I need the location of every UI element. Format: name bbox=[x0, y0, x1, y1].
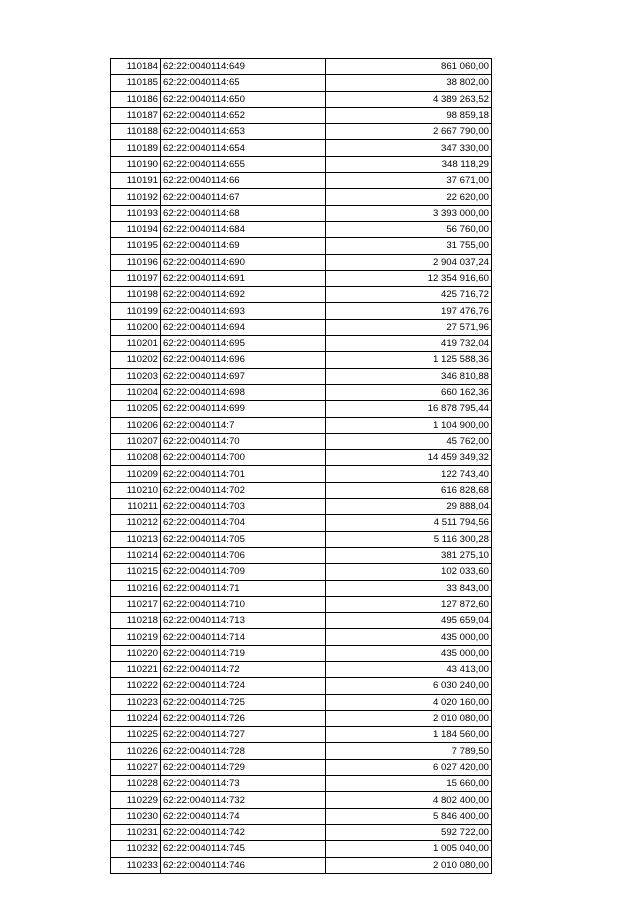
table-row bbox=[111, 482, 492, 498]
cadastral-value-cell: 4 020 160,00 bbox=[326, 694, 492, 710]
cadastral-number-cell: 62:22:0040114:699 bbox=[161, 401, 326, 417]
table-body bbox=[111, 59, 492, 874]
cadastral-value-cell: 1 005 040,00 bbox=[326, 841, 492, 857]
cadastral-number-cell: 62:22:0040114:701 bbox=[161, 466, 326, 482]
cadastral-value-cell: 31 755,00 bbox=[326, 238, 492, 254]
cadastral-number-cell: 62:22:0040114:697 bbox=[161, 368, 326, 384]
row-number-cell: 110208 bbox=[111, 450, 161, 466]
cadastral-value-cell: 660 162,36 bbox=[326, 384, 492, 400]
cadastral-number-cell: 62:22:0040114:746 bbox=[161, 857, 326, 873]
cadastral-value-cell: 435 000,00 bbox=[326, 629, 492, 645]
row-number-cell: 110193 bbox=[111, 205, 161, 221]
table-row bbox=[111, 238, 492, 254]
row-number-cell: 110220 bbox=[111, 645, 161, 661]
cadastral-number-cell: 62:22:0040114:654 bbox=[161, 140, 326, 156]
cadastral-value-cell: 5 846 400,00 bbox=[326, 808, 492, 824]
row-number-cell: 110199 bbox=[111, 303, 161, 319]
row-number-cell: 110203 bbox=[111, 368, 161, 384]
row-number-cell: 110231 bbox=[111, 824, 161, 840]
cadastral-value-cell: 381 275,10 bbox=[326, 547, 492, 563]
table-row bbox=[111, 596, 492, 612]
cadastral-number-cell: 62:22:0040114:732 bbox=[161, 792, 326, 808]
table-row bbox=[111, 515, 492, 531]
cadastral-number-cell: 62:22:0040114:713 bbox=[161, 613, 326, 629]
row-number-cell: 110230 bbox=[111, 808, 161, 824]
table-row bbox=[111, 59, 492, 75]
cadastral-value-cell: 4 802 400,00 bbox=[326, 792, 492, 808]
table-row bbox=[111, 841, 492, 857]
cadastral-number-cell: 62:22:0040114:653 bbox=[161, 124, 326, 140]
cadastral-number-cell: 62:22:0040114:729 bbox=[161, 759, 326, 775]
cadastral-number-cell: 62:22:0040114:702 bbox=[161, 482, 326, 498]
cadastral-number-cell: 62:22:0040114:67 bbox=[161, 189, 326, 205]
cadastral-value-cell: 127 872,60 bbox=[326, 596, 492, 612]
row-number-cell: 110186 bbox=[111, 91, 161, 107]
table-row bbox=[111, 564, 492, 580]
cadastral-value-cell: 16 878 795,44 bbox=[326, 401, 492, 417]
cadastral-number-cell: 62:22:0040114:68 bbox=[161, 205, 326, 221]
table-row bbox=[111, 710, 492, 726]
cadastral-number-cell: 62:22:0040114:704 bbox=[161, 515, 326, 531]
cadastral-value-cell: 592 722,00 bbox=[326, 824, 492, 840]
cadastral-number-cell: 62:22:0040114:727 bbox=[161, 727, 326, 743]
cadastral-value-cell: 2 667 790,00 bbox=[326, 124, 492, 140]
table-row bbox=[111, 759, 492, 775]
cadastral-number-cell: 62:22:0040114:70 bbox=[161, 433, 326, 449]
table-row bbox=[111, 287, 492, 303]
row-number-cell: 110191 bbox=[111, 173, 161, 189]
row-number-cell: 110218 bbox=[111, 613, 161, 629]
table-row bbox=[111, 352, 492, 368]
row-number-cell: 110223 bbox=[111, 694, 161, 710]
table-row bbox=[111, 776, 492, 792]
cadastral-value-cell: 6 030 240,00 bbox=[326, 678, 492, 694]
cadastral-value-cell: 4 389 263,52 bbox=[326, 91, 492, 107]
row-number-cell: 110216 bbox=[111, 580, 161, 596]
row-number-cell: 110184 bbox=[111, 59, 161, 75]
table-row bbox=[111, 792, 492, 808]
table-row bbox=[111, 254, 492, 270]
cadastral-value-cell: 56 760,00 bbox=[326, 221, 492, 237]
row-number-cell: 110233 bbox=[111, 857, 161, 873]
cadastral-number-cell: 62:22:0040114:742 bbox=[161, 824, 326, 840]
cadastral-number-cell: 62:22:0040114:693 bbox=[161, 303, 326, 319]
cadastral-value-cell: 37 671,00 bbox=[326, 173, 492, 189]
cadastral-value-cell: 38 802,00 bbox=[326, 75, 492, 91]
cadastral-number-cell: 62:22:0040114:728 bbox=[161, 743, 326, 759]
cadastral-number-cell: 62:22:0040114:710 bbox=[161, 596, 326, 612]
table-row bbox=[111, 450, 492, 466]
table-row bbox=[111, 678, 492, 694]
cadastral-value-cell: 435 000,00 bbox=[326, 645, 492, 661]
table-row bbox=[111, 124, 492, 140]
table-row bbox=[111, 270, 492, 286]
cadastral-value-cell: 419 732,04 bbox=[326, 336, 492, 352]
row-number-cell: 110206 bbox=[111, 417, 161, 433]
cadastral-number-cell: 62:22:0040114:691 bbox=[161, 270, 326, 286]
cadastral-number-cell: 62:22:0040114:698 bbox=[161, 384, 326, 400]
row-number-cell: 110190 bbox=[111, 156, 161, 172]
cadastral-number-cell: 62:22:0040114:726 bbox=[161, 710, 326, 726]
cadastral-value-cell: 616 828,68 bbox=[326, 482, 492, 498]
row-number-cell: 110211 bbox=[111, 499, 161, 515]
cadastral-number-cell: 62:22:0040114:696 bbox=[161, 352, 326, 368]
cadastral-number-cell: 62:22:0040114:714 bbox=[161, 629, 326, 645]
table-row bbox=[111, 221, 492, 237]
cadastral-value-cell: 7 789,50 bbox=[326, 743, 492, 759]
cadastral-number-cell: 62:22:0040114:694 bbox=[161, 319, 326, 335]
row-number-cell: 110189 bbox=[111, 140, 161, 156]
cadastral-number-cell: 62:22:0040114:690 bbox=[161, 254, 326, 270]
row-number-cell: 110192 bbox=[111, 189, 161, 205]
row-number-cell: 110227 bbox=[111, 759, 161, 775]
table-row bbox=[111, 466, 492, 482]
cadastral-number-cell: 62:22:0040114:649 bbox=[161, 59, 326, 75]
row-number-cell: 110219 bbox=[111, 629, 161, 645]
row-number-cell: 110221 bbox=[111, 661, 161, 677]
cadastral-number-cell: 62:22:0040114:709 bbox=[161, 564, 326, 580]
cadastral-number-cell: 62:22:0040114:7 bbox=[161, 417, 326, 433]
cadastral-number-cell: 62:22:0040114:71 bbox=[161, 580, 326, 596]
table-row bbox=[111, 173, 492, 189]
cadastral-number-cell: 62:22:0040114:745 bbox=[161, 841, 326, 857]
cadastral-number-cell: 62:22:0040114:73 bbox=[161, 776, 326, 792]
cadastral-number-cell: 62:22:0040114:703 bbox=[161, 499, 326, 515]
row-number-cell: 110213 bbox=[111, 531, 161, 547]
row-number-cell: 110202 bbox=[111, 352, 161, 368]
cadastral-value-cell: 861 060,00 bbox=[326, 59, 492, 75]
table-row bbox=[111, 140, 492, 156]
row-number-cell: 110207 bbox=[111, 433, 161, 449]
table-row bbox=[111, 433, 492, 449]
cadastral-number-cell: 62:22:0040114:65 bbox=[161, 75, 326, 91]
table-row bbox=[111, 743, 492, 759]
table-row bbox=[111, 661, 492, 677]
cadastral-number-cell: 62:22:0040114:706 bbox=[161, 547, 326, 563]
cadastral-number-cell: 62:22:0040114:652 bbox=[161, 107, 326, 123]
row-number-cell: 110226 bbox=[111, 743, 161, 759]
cadastral-value-cell: 2 904 037,24 bbox=[326, 254, 492, 270]
cadastral-value-cell: 27 571,96 bbox=[326, 319, 492, 335]
cadastral-number-cell: 62:22:0040114:705 bbox=[161, 531, 326, 547]
table-row bbox=[111, 499, 492, 515]
row-number-cell: 110204 bbox=[111, 384, 161, 400]
row-number-cell: 110197 bbox=[111, 270, 161, 286]
cadastral-value-cell: 45 762,00 bbox=[326, 433, 492, 449]
cadastral-value-cell: 43 413,00 bbox=[326, 661, 492, 677]
table-row bbox=[111, 75, 492, 91]
cadastral-value-cell: 15 660,00 bbox=[326, 776, 492, 792]
table-row bbox=[111, 808, 492, 824]
cadastral-value-cell: 197 476,76 bbox=[326, 303, 492, 319]
cadastral-number-cell: 62:22:0040114:695 bbox=[161, 336, 326, 352]
cadastral-value-cell: 348 118,29 bbox=[326, 156, 492, 172]
cadastral-value-cell: 4 511 794,56 bbox=[326, 515, 492, 531]
cadastral-number-cell: 62:22:0040114:724 bbox=[161, 678, 326, 694]
cadastral-value-cell: 346 810,88 bbox=[326, 368, 492, 384]
row-number-cell: 110188 bbox=[111, 124, 161, 140]
table-row bbox=[111, 107, 492, 123]
cadastral-value-cell: 102 033,60 bbox=[326, 564, 492, 580]
table-row bbox=[111, 303, 492, 319]
row-number-cell: 110201 bbox=[111, 336, 161, 352]
cadastral-number-cell: 62:22:0040114:684 bbox=[161, 221, 326, 237]
row-number-cell: 110185 bbox=[111, 75, 161, 91]
table-row bbox=[111, 613, 492, 629]
row-number-cell: 110232 bbox=[111, 841, 161, 857]
cadastral-value-cell: 14 459 349,32 bbox=[326, 450, 492, 466]
row-number-cell: 110225 bbox=[111, 727, 161, 743]
cadastral-value-cell: 347 330,00 bbox=[326, 140, 492, 156]
cadastral-value-cell: 425 716,72 bbox=[326, 287, 492, 303]
row-number-cell: 110214 bbox=[111, 547, 161, 563]
table-row bbox=[111, 336, 492, 352]
table-row bbox=[111, 580, 492, 596]
row-number-cell: 110229 bbox=[111, 792, 161, 808]
cadastral-value-cell: 12 354 916,60 bbox=[326, 270, 492, 286]
cadastral-number-cell: 62:22:0040114:74 bbox=[161, 808, 326, 824]
cadastral-number-cell: 62:22:0040114:650 bbox=[161, 91, 326, 107]
table-row bbox=[111, 727, 492, 743]
cadastral-value-cell: 2 010 080,00 bbox=[326, 857, 492, 873]
row-number-cell: 110215 bbox=[111, 564, 161, 580]
table-row bbox=[111, 205, 492, 221]
row-number-cell: 110210 bbox=[111, 482, 161, 498]
table-row bbox=[111, 547, 492, 563]
row-number-cell: 110205 bbox=[111, 401, 161, 417]
cadastral-value-cell: 98 859,18 bbox=[326, 107, 492, 123]
row-number-cell: 110222 bbox=[111, 678, 161, 694]
cadastral-number-cell: 62:22:0040114:655 bbox=[161, 156, 326, 172]
row-number-cell: 110195 bbox=[111, 238, 161, 254]
table-row bbox=[111, 91, 492, 107]
table-row bbox=[111, 384, 492, 400]
cadastral-value-cell: 5 116 300,28 bbox=[326, 531, 492, 547]
cadastral-value-cell: 3 393 000,00 bbox=[326, 205, 492, 221]
cadastral-value-cell: 22 620,00 bbox=[326, 189, 492, 205]
table-row bbox=[111, 629, 492, 645]
row-number-cell: 110196 bbox=[111, 254, 161, 270]
cadastral-value-cell: 33 843,00 bbox=[326, 580, 492, 596]
cadastral-number-cell: 62:22:0040114:725 bbox=[161, 694, 326, 710]
cadastral-number-cell: 62:22:0040114:719 bbox=[161, 645, 326, 661]
table-row bbox=[111, 857, 492, 873]
table-row bbox=[111, 645, 492, 661]
row-number-cell: 110198 bbox=[111, 287, 161, 303]
cadastre-value-table bbox=[110, 58, 492, 874]
cadastral-value-cell: 495 659,04 bbox=[326, 613, 492, 629]
table-row bbox=[111, 531, 492, 547]
cadastral-value-cell: 1 104 900,00 bbox=[326, 417, 492, 433]
table-row bbox=[111, 694, 492, 710]
row-number-cell: 110187 bbox=[111, 107, 161, 123]
row-number-cell: 110224 bbox=[111, 710, 161, 726]
cadastral-value-cell: 6 027 420,00 bbox=[326, 759, 492, 775]
table-row bbox=[111, 368, 492, 384]
table-row bbox=[111, 824, 492, 840]
row-number-cell: 110217 bbox=[111, 596, 161, 612]
row-number-cell: 110212 bbox=[111, 515, 161, 531]
cadastral-value-cell: 29 888,04 bbox=[326, 499, 492, 515]
row-number-cell: 110209 bbox=[111, 466, 161, 482]
cadastral-number-cell: 62:22:0040114:69 bbox=[161, 238, 326, 254]
table-row bbox=[111, 156, 492, 172]
cadastral-value-cell: 122 743,40 bbox=[326, 466, 492, 482]
row-number-cell: 110200 bbox=[111, 319, 161, 335]
table-row bbox=[111, 417, 492, 433]
row-number-cell: 110194 bbox=[111, 221, 161, 237]
cadastral-value-cell: 1 125 588,36 bbox=[326, 352, 492, 368]
cadastral-value-cell: 2 010 080,00 bbox=[326, 710, 492, 726]
cadastral-number-cell: 62:22:0040114:692 bbox=[161, 287, 326, 303]
table-row bbox=[111, 401, 492, 417]
cadastral-number-cell: 62:22:0040114:700 bbox=[161, 450, 326, 466]
row-number-cell: 110228 bbox=[111, 776, 161, 792]
cadastral-number-cell: 62:22:0040114:72 bbox=[161, 661, 326, 677]
cadastral-number-cell: 62:22:0040114:66 bbox=[161, 173, 326, 189]
table-row bbox=[111, 319, 492, 335]
table-row bbox=[111, 189, 492, 205]
cadastral-value-cell: 1 184 560,00 bbox=[326, 727, 492, 743]
